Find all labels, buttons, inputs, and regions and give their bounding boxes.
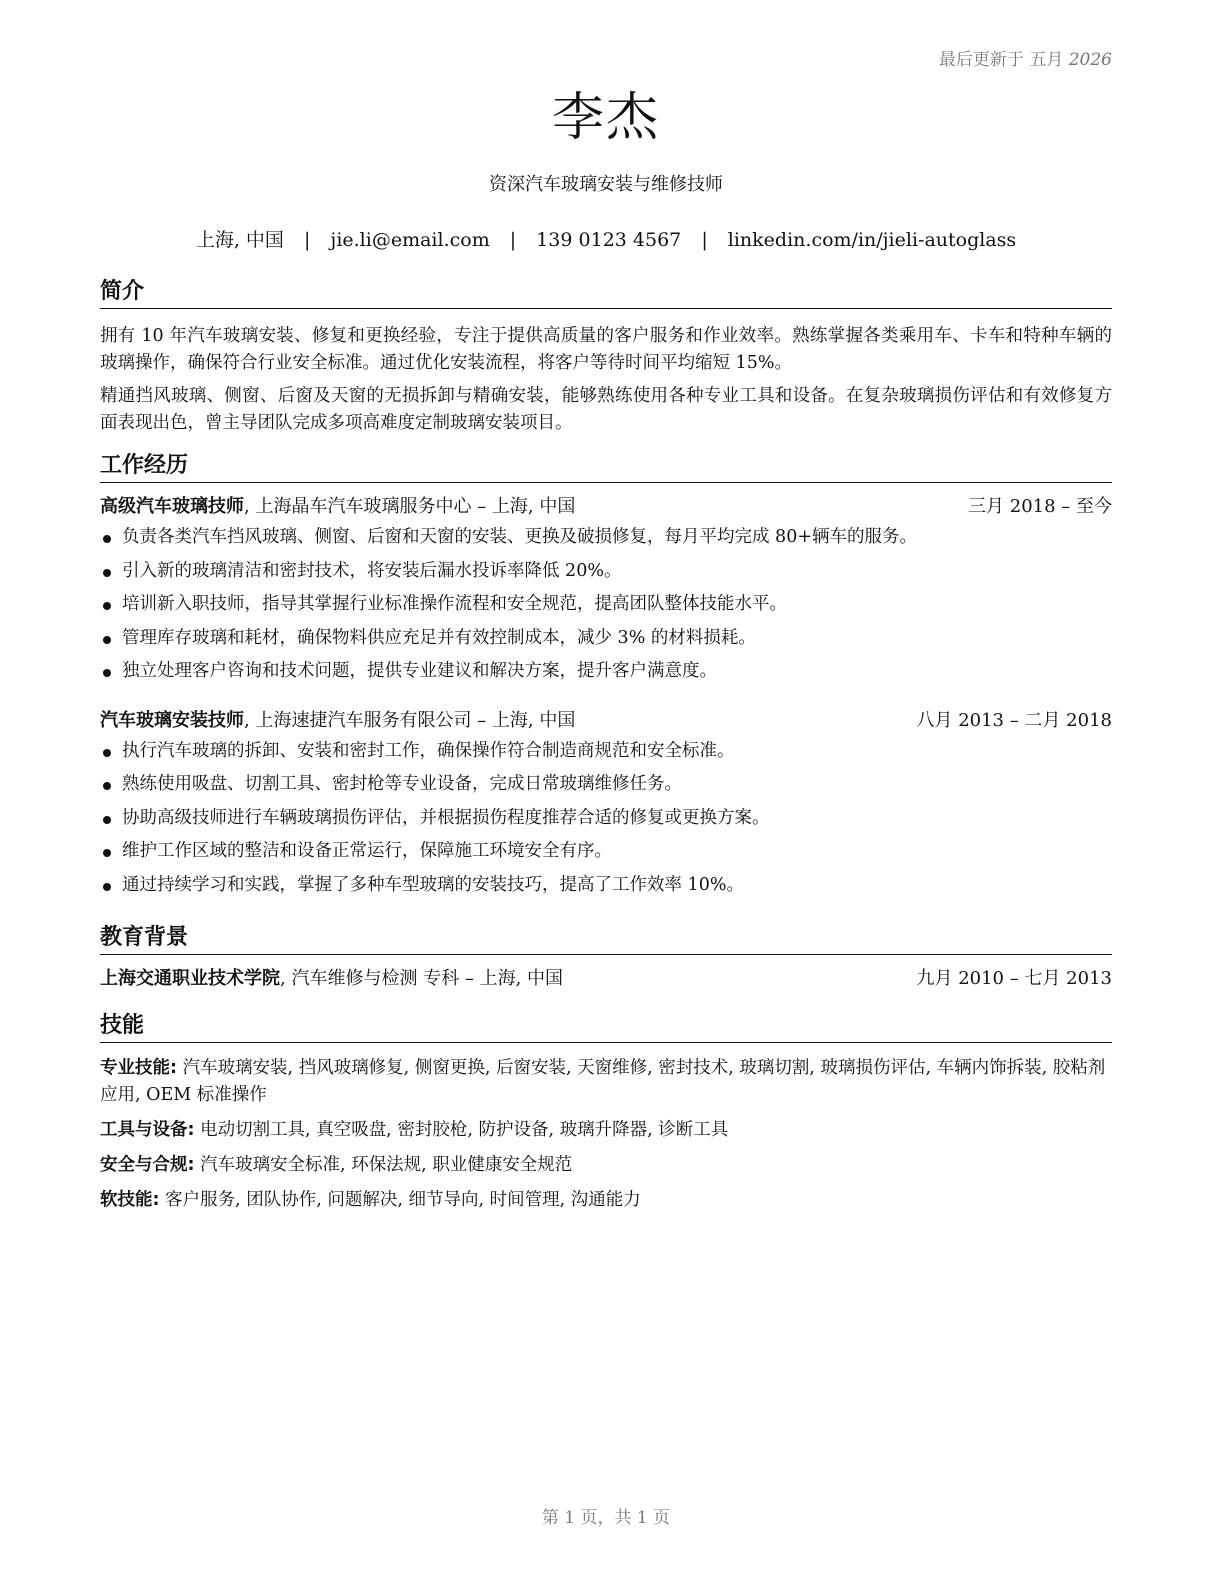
job-entry — [100, 493, 1112, 689]
job-bullets — [100, 521, 1112, 689]
contact-line — [100, 225, 1112, 252]
job-entry — [100, 707, 1112, 903]
bullet-text: 引入新的玻璃清洁和密封技术，将安装后漏水投诉率降低 20%。 — [122, 560, 622, 581]
last-updated-year: 2026 — [1068, 50, 1112, 70]
last-updated — [939, 45, 1112, 70]
bullet-icon — [103, 569, 111, 577]
skill-label: 工具与设备: — [100, 1120, 195, 1140]
job-role-company — [100, 493, 575, 521]
list-item — [100, 655, 1112, 689]
bullet-icon — [103, 602, 111, 610]
skills-section — [100, 1011, 1112, 1214]
contact-separator: | — [509, 229, 517, 251]
experience-heading: 工作经历 — [100, 451, 1112, 483]
skill-label: 安全与合规: — [100, 1155, 195, 1175]
job-company: , 上海速捷汽车服务有限公司 – 上海, 中国 — [244, 709, 576, 731]
education-heading: 教育背景 — [100, 923, 1112, 955]
contact-email[interactable]: jie.li@email.com — [330, 229, 490, 251]
skill-row — [100, 1152, 1112, 1179]
skill-row — [100, 1187, 1112, 1214]
contact-location: 上海, 中国 — [195, 229, 284, 251]
bullet-text: 负责各类汽车挡风玻璃、侧窗、后窗和天窗的安装、更换及破损修复，每月平均完成 80+辆车的服务。 — [122, 527, 917, 547]
bullet-text: 通过持续学习和实践，掌握了多种车型玻璃的安装技巧，提高了工作效率 10%。 — [122, 874, 744, 895]
job-dates: 三月 2018 – 至今 — [968, 496, 1112, 517]
skill-label: 软技能: — [100, 1190, 160, 1210]
bullet-text: 熟练使用吸盘、切割工具、密封枪等专业设备，完成日常玻璃维修任务。 — [122, 774, 682, 794]
summary-section — [100, 277, 1112, 437]
page-footer: 第 1 页，共 1 页 — [541, 1508, 671, 1528]
job-bullets — [100, 735, 1112, 903]
contact-phone: 139 0123 4567 — [536, 229, 682, 251]
resume-page — [100, 0, 1112, 1584]
skill-value: 汽车玻璃安装, 挡风玻璃修复, 侧窗更换, 后窗安装, 天窗维修, 密封技术, 玻璃切割, 玻璃损伤评估, 车辆内饰拆装, 胶粘剂应用, OEM 标准操作 — [100, 1058, 1106, 1105]
bullet-text: 独立处理客户咨询和技术问题，提供专业建议和解决方案，提升客户满意度。 — [122, 661, 717, 681]
bullet-text: 管理库存玻璃和耗材，确保物料供应充足并有效控制成本，减少 3% 的材料损耗。 — [122, 627, 756, 648]
bullet-icon — [103, 816, 111, 824]
education-entry — [100, 965, 1112, 993]
list-item — [100, 521, 1112, 555]
last-updated-label: 最后更新于 五月 — [938, 50, 1064, 70]
job-dates: 八月 2013 – 二月 2018 — [916, 709, 1112, 731]
candidate-title: 资深汽车玻璃安装与维修技师 — [489, 174, 723, 195]
bullet-icon — [103, 883, 111, 891]
list-item — [100, 735, 1112, 769]
list-item — [100, 869, 1112, 903]
list-item — [100, 588, 1112, 622]
contact-separator: | — [701, 229, 708, 251]
summary-paragraph: 精通挡风玻璃、侧窗、后窗及天窗的无损拆卸与精确安装，能够熟练使用各种专业工具和设备。在复杂玻璃损伤评估和有效修复方面表现出色，曾主导团队完成多项高难度定制玻璃安装项目。 — [100, 386, 1112, 433]
bullet-icon — [103, 782, 111, 790]
skill-row — [100, 1055, 1112, 1109]
job-header — [100, 707, 1112, 735]
experience-section — [100, 451, 1112, 902]
skill-row — [100, 1117, 1112, 1144]
bullet-icon — [103, 636, 111, 644]
list-item — [100, 802, 1112, 836]
bullet-text: 协助高级技师进行车辆玻璃损伤评估，并根据损伤程度推荐合适的修复或更换方案。 — [122, 807, 770, 828]
skill-label: 专业技能: — [100, 1058, 177, 1078]
candidate-name: 李杰 — [551, 88, 660, 148]
list-item — [100, 622, 1112, 656]
summary-heading: 简介 — [100, 277, 1112, 309]
bullet-icon — [103, 669, 111, 677]
job-company: , 上海晶车汽车玻璃服务中心 – 上海, 中国 — [244, 496, 576, 517]
job-header — [100, 493, 1112, 521]
list-item — [100, 555, 1112, 589]
contact-linkedin[interactable]: linkedin.com/in/jieli-autoglass — [727, 229, 1017, 251]
education-school: 上海交通职业技术学院 — [100, 968, 280, 989]
skill-value: 电动切割工具, 真空吸盘, 密封胶枪, 防护设备, 玻璃升降器, 诊断工具 — [194, 1120, 729, 1140]
education-section — [100, 923, 1112, 993]
skill-value: 客户服务, 团队协作, 问题解决, 细节导向, 时间管理, 沟通能力 — [159, 1190, 641, 1210]
skills-heading: 技能 — [100, 1011, 1112, 1043]
bullet-icon — [103, 535, 111, 543]
summary-paragraph: 拥有 10 年汽车玻璃安装、修复和更换经验，专注于提供高质量的客户服务和作业效率。熟练掌握各类乘用车、卡车和特种车辆的玻璃操作，确保符合行业安全标准。通过优化安装流程，将客户等待时间平均缩短 15%。 — [100, 326, 1112, 373]
job-role-company — [100, 707, 575, 735]
bullet-text: 培训新入职技师，指导其掌握行业标准操作流程和安全规范，提高团队整体技能水平。 — [122, 594, 787, 614]
education-school-detail — [100, 965, 563, 993]
education-dates: 九月 2010 – 七月 2013 — [916, 968, 1112, 989]
skill-value: 汽车玻璃安全标准, 环保法规, 职业健康安全规范 — [194, 1155, 573, 1175]
bullet-text: 维护工作区域的整洁和设备正常运行，保障施工环境安全有序。 — [122, 841, 612, 861]
list-item — [100, 768, 1112, 802]
list-item — [100, 835, 1112, 869]
job-role: 汽车玻璃安装技师 — [100, 709, 244, 731]
education-detail: , 汽车维修与检测 专科 – 上海, 中国 — [280, 968, 564, 989]
bullet-icon — [103, 749, 111, 757]
contact-separator: | — [303, 229, 311, 251]
bullet-text: 执行汽车玻璃的拆卸、安装和密封工作，确保操作符合制造商规范和安全标准。 — [122, 740, 735, 761]
job-role: 高级汽车玻璃技师 — [100, 496, 244, 517]
bullet-icon — [103, 849, 111, 857]
